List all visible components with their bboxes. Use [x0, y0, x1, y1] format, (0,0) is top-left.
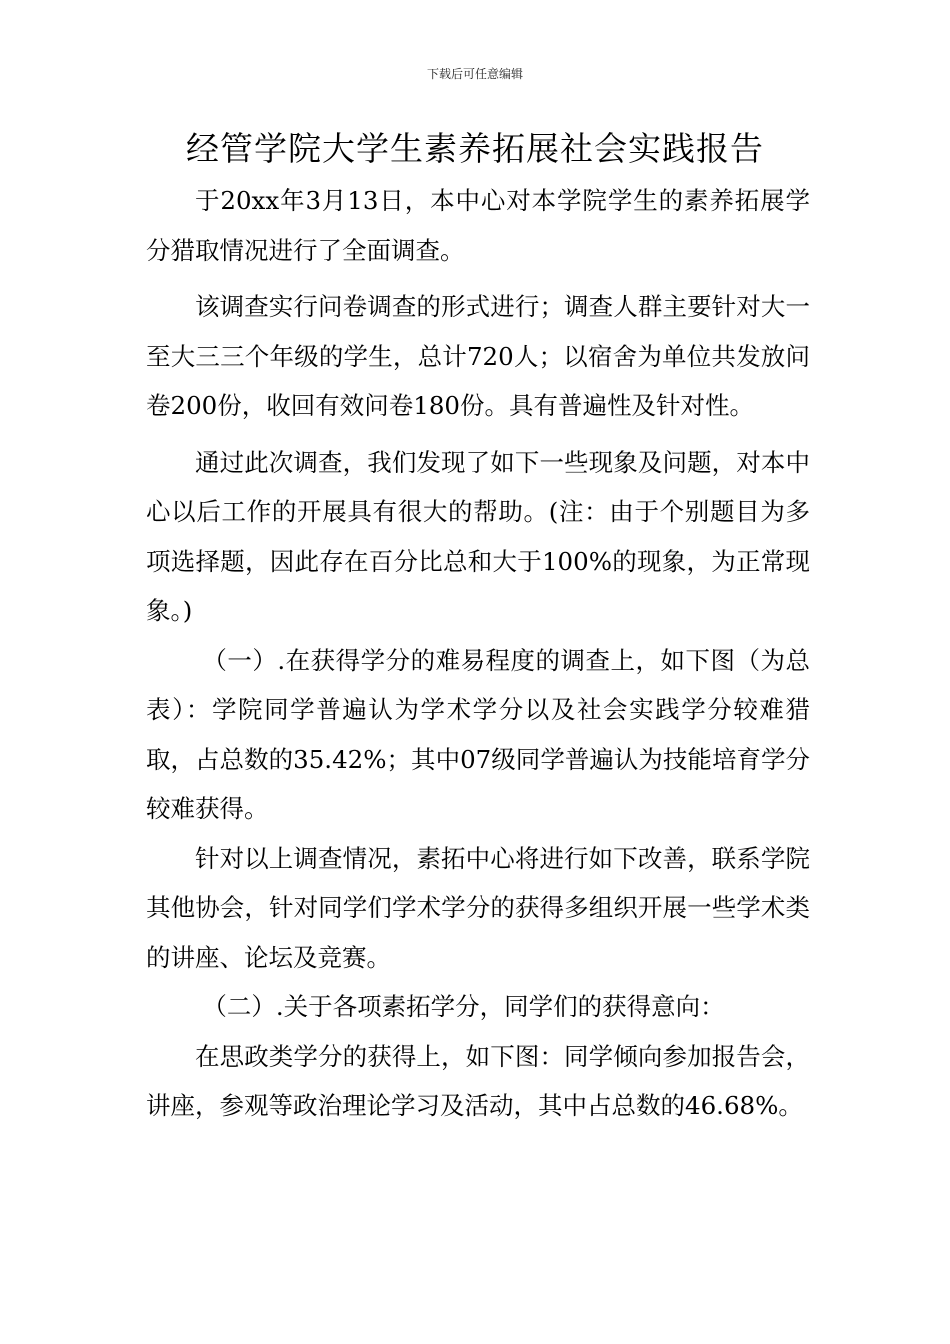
- header-note: 下载后可任意编辑: [426, 67, 523, 81]
- paragraph-section-one: （一）.在获得学分的难易程度的调查上，如下图（为总表）：学院同学普遍认为学术学分以及社会实践学分较难猎取，占总数的35.42%；其中07级同学普遍认为技能培育学分较难获得。: [146, 645, 810, 823]
- document-body: [146, 176, 810, 1131]
- paragraph-political-credits: 在思政类学分的获得上，如下图：同学倾向参加报告会，讲座，参观等政治理论学习及活动，其中占总数的46.68%。: [146, 1041, 810, 1120]
- paragraph-findings-intro: 通过此次调查，我们发现了如下一些现象及问题，对本中心以后工作的开展具有很大的帮助。(注：由于个别题目为多项选择题，因此存在百分比总和大于100%的现象，为正常现象。): [146, 447, 810, 625]
- paragraph-section-two: （二）.关于各项素拓学分，同学们的获得意向：: [202, 992, 725, 1021]
- paragraph-survey-date: 于20xx年3月13日，本中心对本学院学生的素养拓展学分猎取情况进行了全面调查。: [146, 186, 810, 265]
- paragraph-survey-method: 该调查实行问卷调查的形式进行；调查人群主要针对大一至大三三个年级的学生，总计720人；以宿舍为单位共发放问卷200份，收回有效问卷180份。具有普遍性及针对性。: [146, 292, 810, 420]
- paragraph-improvement: 针对以上调查情况，素拓中心将进行如下改善，联系学院其他协会，针对同学们学术学分的获得多组织开展一些学术类的讲座、论坛及竞赛。: [146, 843, 810, 972]
- document-title: 经管学院大学生素养拓展社会实践报告: [186, 129, 764, 168]
